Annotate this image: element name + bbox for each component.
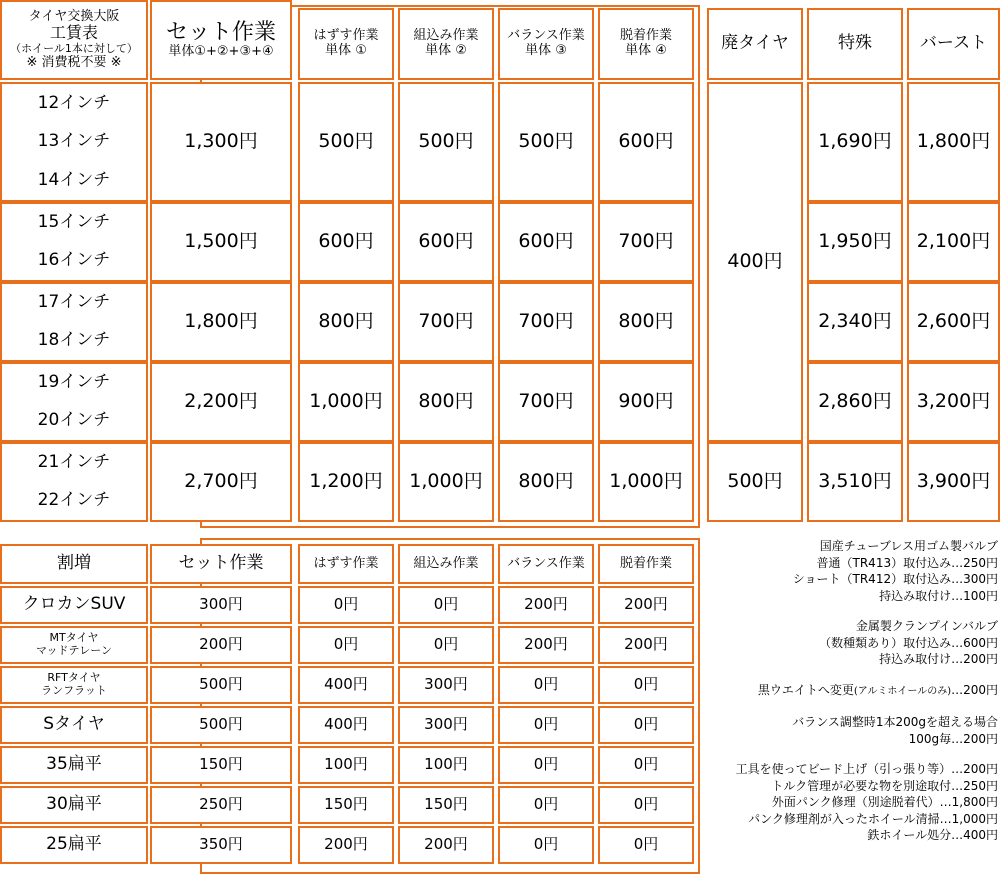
balance-price-cell	[498, 362, 594, 442]
notes-panel	[700, 538, 998, 844]
surcharge-row-label	[0, 746, 148, 784]
price: 600円	[518, 230, 574, 253]
surcharge-cell	[150, 826, 292, 864]
surcharge-cell	[598, 626, 694, 664]
set-price-cell	[150, 202, 292, 282]
price: 700円	[518, 390, 574, 413]
burst-price-cell	[907, 202, 1000, 282]
price: 300円	[424, 675, 468, 694]
price: 400円	[727, 250, 783, 273]
surcharge-cell	[398, 626, 494, 664]
burst-price-cell	[907, 282, 1000, 362]
price: 0円	[633, 715, 659, 734]
surcharge-cell	[398, 666, 494, 704]
price: 0円	[333, 635, 359, 654]
special-title: 特殊	[838, 33, 872, 54]
header-text: 割増	[57, 553, 91, 574]
price: 250円	[199, 795, 243, 814]
row-label-sub: ランフラット	[41, 684, 107, 697]
note-valve-standard: 普通（TR413）取付込み…250円	[816, 555, 998, 570]
surcharge-cell	[598, 706, 694, 744]
surcharge-cell	[598, 746, 694, 784]
row-label: 35扁平	[46, 754, 102, 775]
note-weight	[700, 682, 998, 701]
price: 200円	[524, 595, 568, 614]
table-title: 工賃表	[49, 23, 98, 43]
price: 2,100円	[916, 230, 991, 253]
price: 500円	[199, 715, 243, 734]
size-label: 16インチ	[37, 250, 111, 271]
mount-price-cell	[398, 82, 494, 202]
mount-work-header	[398, 8, 494, 80]
price: 0円	[333, 595, 359, 614]
weight-text: 黒ウエイトへ変更	[757, 682, 854, 697]
size-label: 17インチ	[37, 292, 111, 313]
balance-work-header	[498, 8, 594, 80]
surcharge-cell	[398, 786, 494, 824]
surcharge-header-detach	[598, 544, 694, 584]
size-label: 15インチ	[37, 212, 111, 233]
row-label: クロカンSUV	[22, 594, 126, 615]
price: 300円	[199, 595, 243, 614]
price: 3,510円	[818, 470, 892, 493]
surcharge-cell	[498, 626, 594, 664]
size-label: 12インチ	[37, 92, 111, 113]
surcharge-cell	[298, 786, 394, 824]
price: 200円	[324, 835, 368, 854]
surcharge-cell	[150, 586, 292, 624]
waste-tire-header	[707, 8, 803, 80]
price: 1,300円	[184, 130, 258, 153]
surcharge-cell	[150, 786, 292, 824]
price: 200円	[424, 835, 468, 854]
row-label: 25扁平	[46, 834, 102, 855]
price: 500円	[518, 130, 574, 153]
balance-price-cell	[498, 82, 594, 202]
set-price-cell	[150, 82, 292, 202]
row-label: Sタイヤ	[43, 714, 105, 735]
surcharge-header-balance	[498, 544, 594, 584]
mount-price-cell	[398, 202, 494, 282]
price: 1,000円	[609, 470, 683, 493]
size-label: 14インチ	[37, 169, 111, 190]
price: 500円	[318, 130, 374, 153]
mount-sub: 単体 ②	[425, 43, 467, 58]
set-work-sub: 単体①+②+③+④	[168, 44, 274, 60]
price: 700円	[618, 230, 674, 253]
special-price-cell	[807, 362, 903, 442]
price: 200円	[624, 595, 668, 614]
burst-price-cell	[907, 362, 1000, 442]
remove-price-cell	[298, 282, 394, 362]
surcharge-row-label	[0, 706, 148, 744]
price: 0円	[633, 835, 659, 854]
detach-price-cell	[598, 282, 694, 362]
size-label: 13インチ	[37, 131, 111, 152]
tax-note: ※ 消費税不要 ※	[26, 54, 122, 70]
special-price-cell	[807, 82, 903, 202]
note-metal-install: （数種類あり）取付込み…600円	[819, 635, 998, 650]
header-text: セット作業	[178, 553, 264, 574]
price: 800円	[418, 390, 474, 413]
price: 2,600円	[916, 310, 991, 333]
burst-title: バースト	[919, 33, 988, 54]
size-label: 22インチ	[37, 490, 111, 511]
price: 1,000円	[409, 470, 483, 493]
note-valve-bring: 持込み取付け…100円	[879, 588, 998, 603]
price: 2,700円	[184, 470, 258, 493]
balance-price-cell	[498, 282, 594, 362]
surcharge-cell	[298, 706, 394, 744]
price: 800円	[318, 310, 374, 333]
remove-price-cell	[298, 442, 394, 522]
surcharge-cell	[298, 666, 394, 704]
size-group-3	[0, 282, 148, 362]
weight-note: (アルミホイールのみ)	[853, 685, 952, 697]
price: 800円	[618, 310, 674, 333]
mount-title: 組込み作業	[413, 28, 479, 44]
price: 1,950円	[818, 230, 892, 253]
note-valve-title: 国産チューブレス用ゴム製バルブ	[819, 539, 998, 553]
surcharge-cell	[150, 746, 292, 784]
note-balance-price: 100g毎…200円	[908, 731, 998, 746]
remove-price-cell	[298, 362, 394, 442]
size-group-4	[0, 362, 148, 442]
surcharge-row-label	[0, 626, 148, 664]
price: 500円	[418, 130, 474, 153]
header-text: 組込み作業	[413, 555, 479, 571]
special-header	[807, 8, 903, 80]
size-label: 19インチ	[37, 372, 111, 393]
remove-sub: 単体 ①	[325, 43, 367, 58]
mount-price-cell	[398, 282, 494, 362]
set-work-title: セット作業	[165, 19, 276, 45]
price: 0円	[633, 755, 659, 774]
note-metal-title: 金属製クランプインバルブ	[855, 619, 998, 633]
size-label: 18インチ	[37, 330, 111, 351]
detach-price-cell	[598, 202, 694, 282]
price: 600円	[318, 230, 374, 253]
note-bead: 工具を使ってビード上げ（引っ張り等）…200円	[735, 762, 998, 776]
special-price-cell	[807, 202, 903, 282]
price: 0円	[433, 635, 459, 654]
balance-sub: 単体 ③	[525, 43, 567, 58]
note-valve-short: ショート（TR412）取付込み…300円	[792, 572, 998, 586]
mount-price-cell	[398, 442, 494, 522]
detach-work-header	[598, 8, 694, 80]
surcharge-cell	[150, 626, 292, 664]
price: 0円	[533, 835, 559, 854]
special-price-cell	[807, 442, 903, 522]
remove-price-cell	[298, 82, 394, 202]
surcharge-cell	[298, 746, 394, 784]
price: 600円	[618, 130, 674, 153]
size-group-5	[0, 442, 148, 522]
surcharge-cell	[398, 826, 494, 864]
detach-price-cell	[598, 442, 694, 522]
price: 1,800円	[184, 310, 258, 333]
waste-tire-title: 廃タイヤ	[721, 33, 789, 54]
burst-price-cell	[907, 82, 1000, 202]
price: 350円	[199, 835, 243, 854]
row-label-sub: マッドテレーン	[35, 644, 113, 657]
mount-price-cell	[398, 362, 494, 442]
price: 1,800円	[916, 130, 991, 153]
detach-sub: 単体 ④	[625, 43, 667, 58]
remove-title: はずす作業	[313, 28, 379, 44]
price: 900円	[618, 390, 674, 413]
price: 3,200円	[916, 390, 991, 413]
surcharge-row-label	[0, 586, 148, 624]
note-steel-disposal: 鉄ホイール処分…400円	[867, 828, 998, 842]
surcharge-row-label	[0, 666, 148, 704]
price: 150円	[424, 795, 468, 814]
price: 0円	[533, 755, 559, 774]
per-wheel-note: （ホイール1本に対して）	[10, 41, 138, 55]
surcharge-cell	[150, 706, 292, 744]
note-cleaning: パンク修理剤が入ったホイール清掃…1,000円	[748, 811, 998, 826]
price: 300円	[424, 715, 468, 734]
price: 2,200円	[184, 390, 258, 413]
burst-price-cell	[907, 442, 1000, 522]
price: 200円	[524, 635, 568, 654]
surcharge-cell	[498, 586, 594, 624]
surcharge-cell	[398, 706, 494, 744]
surcharge-header-mount	[398, 544, 494, 584]
remove-price-cell	[298, 202, 394, 282]
surcharge-cell	[398, 586, 494, 624]
surcharge-cell	[598, 666, 694, 704]
balance-title: バランス作業	[507, 28, 585, 44]
row-label: 30扁平	[46, 794, 102, 815]
price: 3,900円	[916, 470, 991, 493]
price: 0円	[633, 675, 659, 694]
corner-header	[0, 0, 148, 80]
price: 700円	[418, 310, 474, 333]
surcharge-cell	[498, 666, 594, 704]
detach-price-cell	[598, 362, 694, 442]
weight-price: …200円	[951, 682, 998, 697]
price: 0円	[533, 675, 559, 694]
price: 200円	[199, 635, 243, 654]
price: 400円	[324, 715, 368, 734]
price: 1,690円	[818, 130, 892, 153]
burst-header	[907, 8, 1000, 80]
price: 1,200円	[309, 470, 383, 493]
surcharge-header-remove	[298, 544, 394, 584]
price: 800円	[518, 470, 574, 493]
price: 700円	[518, 310, 574, 333]
surcharge-header-label	[0, 544, 148, 584]
header-text: バランス作業	[507, 555, 585, 571]
set-price-cell	[150, 282, 292, 362]
balance-price-cell	[498, 442, 594, 522]
note-metal-bring: 持込み取付け…200円	[879, 652, 998, 666]
waste-price-cell	[707, 82, 803, 442]
price: 1,000円	[309, 390, 383, 413]
set-work-header	[150, 0, 292, 80]
price: 400円	[324, 675, 368, 694]
surcharge-cell	[598, 826, 694, 864]
surcharge-cell	[498, 826, 594, 864]
price: 200円	[624, 635, 668, 654]
shop-name: タイヤ交換大阪	[28, 8, 120, 24]
surcharge-header-set	[150, 544, 292, 584]
note-torque: トルク管理が必要な物を別途取付…250円	[771, 778, 998, 793]
price: 500円	[727, 470, 783, 493]
row-label: RFTタイヤ	[47, 671, 101, 685]
size-group-1	[0, 82, 148, 202]
surcharge-cell	[398, 746, 494, 784]
surcharge-cell	[498, 746, 594, 784]
surcharge-cell	[298, 826, 394, 864]
balance-price-cell	[498, 202, 594, 282]
price: 0円	[633, 795, 659, 814]
price: 100円	[424, 755, 468, 774]
row-label: MTタイヤ	[49, 631, 99, 645]
price: 0円	[533, 795, 559, 814]
size-label: 21インチ	[37, 452, 111, 473]
price: 500円	[199, 675, 243, 694]
price: 100円	[324, 755, 368, 774]
price: 150円	[324, 795, 368, 814]
note-balance-over: バランス調整時1本200gを超える場合	[792, 715, 998, 729]
size-label: 20インチ	[37, 410, 111, 431]
special-price-cell	[807, 282, 903, 362]
surcharge-cell	[298, 626, 394, 664]
price: 0円	[433, 595, 459, 614]
set-price-cell	[150, 362, 292, 442]
size-group-2	[0, 202, 148, 282]
price: 600円	[418, 230, 474, 253]
header-text: はずす作業	[313, 555, 379, 571]
surcharge-row-label	[0, 786, 148, 824]
header-text: 脱着作業	[619, 555, 672, 571]
price: 2,340円	[818, 310, 892, 333]
price: 1,500円	[184, 230, 258, 253]
price: 2,860円	[818, 390, 892, 413]
surcharge-cell	[150, 666, 292, 704]
price: 150円	[199, 755, 243, 774]
waste-price-cell	[707, 442, 803, 522]
surcharge-cell	[498, 706, 594, 744]
surcharge-row-label	[0, 826, 148, 864]
surcharge-cell	[598, 586, 694, 624]
surcharge-cell	[498, 786, 594, 824]
set-price-cell	[150, 442, 292, 522]
surcharge-cell	[298, 586, 394, 624]
remove-work-header	[298, 8, 394, 80]
detach-price-cell	[598, 82, 694, 202]
note-puncture: 外面パンク修理（別途脱着代）…1,800円	[771, 795, 998, 809]
detach-title: 脱着作業	[619, 28, 672, 44]
price: 0円	[533, 715, 559, 734]
surcharge-cell	[598, 786, 694, 824]
